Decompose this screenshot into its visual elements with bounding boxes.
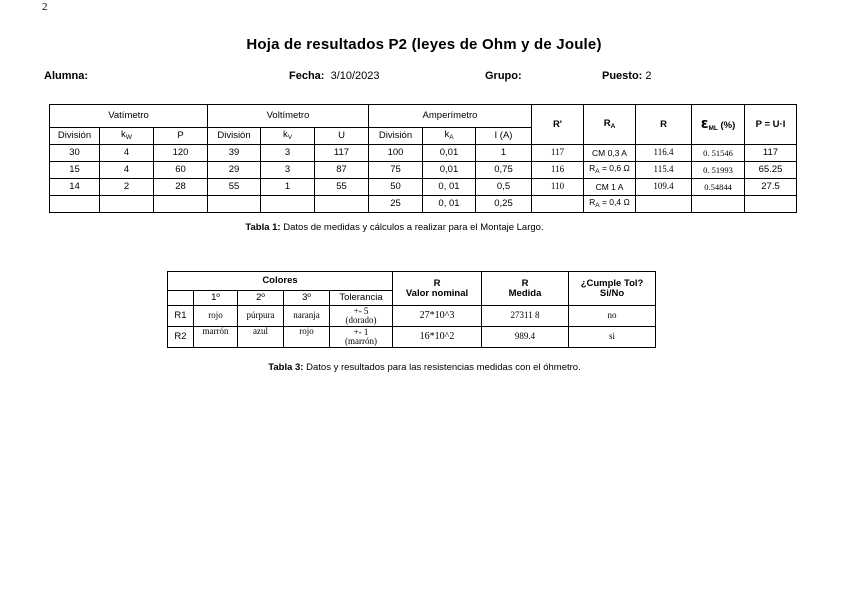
- alumna-label: Alumna:: [44, 70, 88, 82]
- page-title: Hoja de resultados P2 (leyes de Ohm y de Joule): [246, 36, 602, 53]
- cell-u: 117: [315, 145, 369, 162]
- cell-epsilon: 0. 51546: [692, 145, 745, 162]
- cell-ka: 0,01: [423, 145, 476, 162]
- col-cumple-tol: ¿Cumple Tol? Si/No: [569, 272, 656, 306]
- cell-kw: 4: [100, 145, 154, 162]
- group-amperimetro: Amperímetro: [369, 105, 532, 128]
- page-number: 2: [42, 1, 48, 13]
- col-epsilon: $\varepsilon_{ML}$ (%): [692, 105, 745, 145]
- group-vatimetro: Vatímetro: [50, 105, 208, 128]
- epsilon-symbol: ε: [700, 115, 709, 132]
- cell-ra: $R_A = 0,6$ Ω: [584, 162, 636, 179]
- cell-kw: 4: [100, 162, 154, 179]
- cell-p-ui: 65.25: [745, 162, 797, 179]
- table-1-caption: Tabla 1: Datos de medidas y cálculos a realizar para el Montaje Largo.: [245, 222, 544, 233]
- cell-epsilon: [692, 196, 745, 213]
- cell-division-a: 25: [369, 196, 423, 213]
- cell-p-ui: 117: [745, 145, 797, 162]
- cell-p-ui: [745, 196, 797, 213]
- col-kw: $k_W$: [100, 128, 154, 145]
- table-row: [168, 327, 656, 348]
- col-division-v: División: [208, 128, 261, 145]
- cell-kv: 1: [261, 179, 315, 196]
- grupo-label: Grupo:: [485, 70, 522, 82]
- col-u: U: [315, 128, 369, 145]
- color-1: marrón: [194, 327, 238, 348]
- tolerancia: +- 5 (dorado): [330, 306, 393, 327]
- cell-kw: 2: [100, 179, 154, 196]
- cell-division-a: 75: [369, 162, 423, 179]
- col-p: P: [154, 128, 208, 145]
- color-1: rojo: [194, 306, 238, 327]
- cell-p: 60: [154, 162, 208, 179]
- resistor-name: R1: [168, 306, 194, 327]
- fecha-value: 3/10/2023: [330, 70, 380, 82]
- tolerancia: +- 1 (marrón): [330, 327, 393, 348]
- col-i: I (A): [476, 128, 532, 145]
- cell-p: 120: [154, 145, 208, 162]
- cell-kv: 3: [261, 145, 315, 162]
- cell-division-a: 100: [369, 145, 423, 162]
- cell-r-prime: [532, 196, 584, 213]
- puesto-field: Puesto: 2: [602, 70, 652, 82]
- cell-ka: 0, 01: [423, 179, 476, 196]
- cell-r: 115.4: [636, 162, 692, 179]
- cell-ra: $R_A = 0,4$ Ω: [584, 196, 636, 213]
- cell-ka: 0, 01: [423, 196, 476, 213]
- valor-nominal: 27*10^3: [393, 306, 482, 327]
- cell-p: [154, 196, 208, 213]
- cell-u: 55: [315, 179, 369, 196]
- col-r: R: [636, 105, 692, 145]
- col-r-nominal: R Valor nominal: [393, 272, 482, 306]
- cell-p-ui: 27.5: [745, 179, 797, 196]
- resistor-name: R2: [168, 327, 194, 348]
- cell-r-prime: 110: [532, 179, 584, 196]
- cell-r-prime: 117: [532, 145, 584, 162]
- cell-division-v: 39: [208, 145, 261, 162]
- cell-u: 87: [315, 162, 369, 179]
- cell-epsilon: 0. 51993: [692, 162, 745, 179]
- color-2: azul: [238, 327, 284, 348]
- col-tolerancia: Tolerancia: [330, 291, 393, 306]
- col-r-medida: R Medida: [482, 272, 569, 306]
- cell-i: 0,75: [476, 162, 532, 179]
- col-r-prime: R': [532, 105, 584, 145]
- cell-ka: 0,01: [423, 162, 476, 179]
- table-row: [50, 196, 797, 213]
- cell-r: [636, 196, 692, 213]
- cell-division-a: 50: [369, 179, 423, 196]
- valor-medida: 989.4: [482, 327, 569, 348]
- cell-division-w: 30: [50, 145, 100, 162]
- color-3: naranja: [284, 306, 330, 327]
- cell-division-v: [208, 196, 261, 213]
- cell-i: 0,5: [476, 179, 532, 196]
- col-ka: $k_A$: [423, 128, 476, 145]
- table-1: [49, 104, 797, 213]
- cell-division-v: 55: [208, 179, 261, 196]
- cell-u: [315, 196, 369, 213]
- fecha-field: Fecha: 3/10/2023: [289, 70, 380, 82]
- cell-epsilon: 0.54844: [692, 179, 745, 196]
- puesto-value: 2: [645, 70, 652, 82]
- cell-kv: 3: [261, 162, 315, 179]
- cell-kw: [100, 196, 154, 213]
- cumple-tol: si: [569, 327, 656, 348]
- col-p-ui: P = U·I: [745, 105, 797, 145]
- valor-nominal: 16*10^2: [393, 327, 482, 348]
- cell-p: 28: [154, 179, 208, 196]
- table-row: [50, 162, 797, 179]
- color-3: rojo: [284, 327, 330, 348]
- cell-ra: CM 1 A: [584, 179, 636, 196]
- table-3-caption: Tabla 3: Datos y resultados para las resistencias medidas con el óhmetro.: [268, 362, 581, 373]
- col-kv: $k_V$: [261, 128, 315, 145]
- col-color-2: 2º: [238, 291, 284, 306]
- cell-division-v: 29: [208, 162, 261, 179]
- cell-division-w: 15: [50, 162, 100, 179]
- col-color-3: 3º: [284, 291, 330, 306]
- color-2: púrpura: [238, 306, 284, 327]
- cell-r-prime: 116: [532, 162, 584, 179]
- col-division-a: División: [369, 128, 423, 145]
- cell-i: 0,25: [476, 196, 532, 213]
- cell-division-w: 14: [50, 179, 100, 196]
- colores-header: Colores: [168, 272, 393, 291]
- valor-medida: 27311 8: [482, 306, 569, 327]
- table-3: [167, 271, 656, 348]
- table-row: [50, 145, 797, 162]
- group-voltimetro: Voltímetro: [208, 105, 369, 128]
- empty-cell: [168, 291, 194, 306]
- table-row: [50, 179, 797, 196]
- col-ra: $R_A$: [584, 105, 636, 145]
- cell-i: 1: [476, 145, 532, 162]
- cell-r: 109.4: [636, 179, 692, 196]
- col-division-w: División: [50, 128, 100, 145]
- cell-division-w: [50, 196, 100, 213]
- table-row: [168, 306, 656, 327]
- cell-r: 116.4: [636, 145, 692, 162]
- cell-kv: [261, 196, 315, 213]
- cumple-tol: no: [569, 306, 656, 327]
- cell-ra: CM 0,3 A: [584, 145, 636, 162]
- col-color-1: 1º: [194, 291, 238, 306]
